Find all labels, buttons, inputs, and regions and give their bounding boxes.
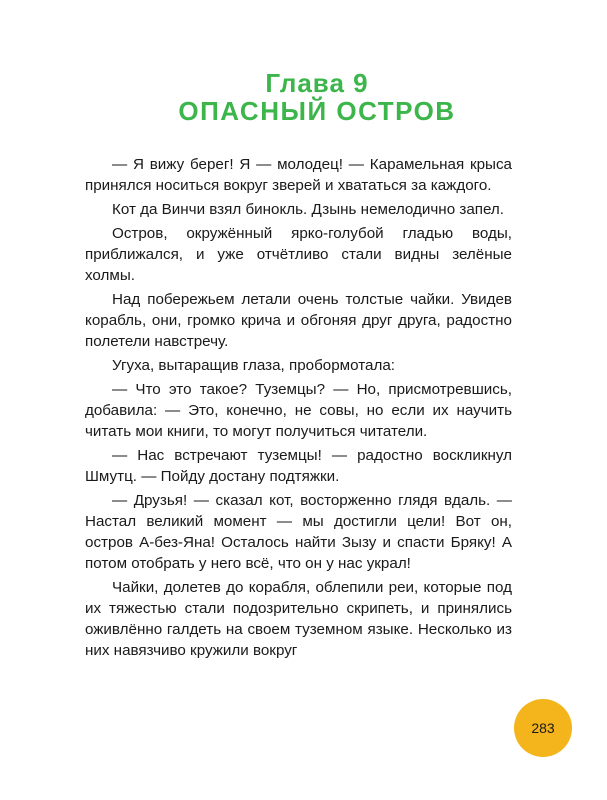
chapter-title: ОПАСНЫЙ ОСТРОВ <box>178 96 456 126</box>
chapter-body <box>85 154 512 664</box>
paragraph: — Я вижу берег! Я — молодец! — Карамельная крыса принялся носиться вокруг зверей и хвататься за каждого. <box>85 156 512 194</box>
page-number-badge <box>514 699 572 757</box>
paragraph: Над побережьем летали очень толстые чайки. Увидев корабль, они, громко крича и обгоняя друг друга, радостно полетели навстречу. <box>85 291 512 350</box>
paragraph: — Нас встречают туземцы! — радостно воскликнул Шмутц. — Пойду достану подтяжки. <box>85 447 512 485</box>
page-number: 283 <box>531 720 555 736</box>
paragraph: — Друзья! — сказал кот, восторженно глядя вдаль. — Настал великий момент — мы достигли цели! Вот он, остров А-без-Яна! Осталось найти Зызу и спасти Бряку! А потом отобрать у него всё, что он у нас украл! <box>85 492 512 572</box>
paragraph: Остров, окружённый ярко-голубой гладью воды, приближался, и уже отчётливо стали видны зелёные холмы. <box>85 225 512 284</box>
paragraph: Чайки, долетев до корабля, облепили реи, которые под их тяжестью стали подозрительно скрипеть, и принялись оживлённо галдеть на своем туземном языке. Несколько из них навязчиво кружили вокруг <box>85 579 512 659</box>
paragraph: — Что это такое? Туземцы? — Но, присмотревшись, добавила: — Это, конечно, не совы, но если их научить читать мои книги, то могут получиться читатели. <box>85 381 512 440</box>
paragraph: Угуха, вытаращив глаза, пробормотала: <box>112 357 395 374</box>
paragraph: Кот да Винчи взял бинокль. Дзынь немелодично запел. <box>112 201 505 218</box>
chapter-number: Глава 9 <box>265 68 369 98</box>
